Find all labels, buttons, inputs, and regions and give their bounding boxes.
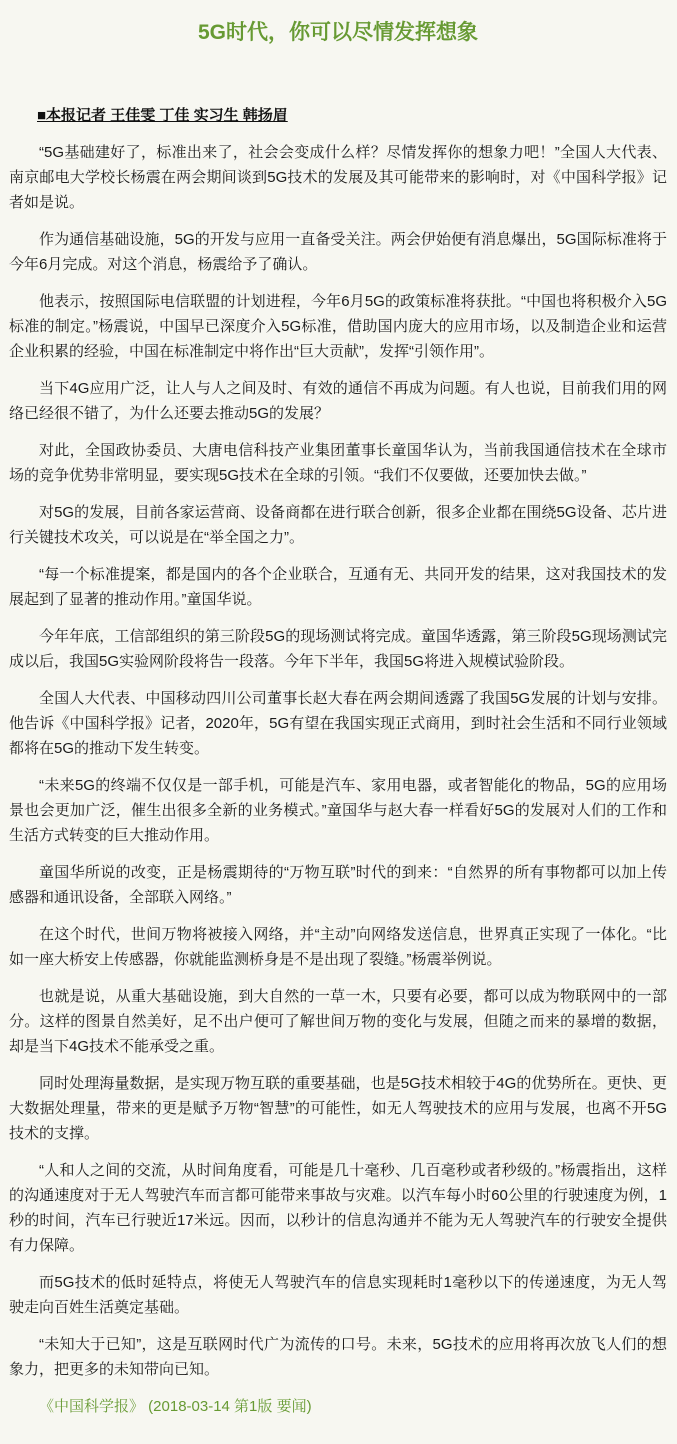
article-paragraph: 他表示，按照国际电信联盟的计划进程，今年6月5G的政策标准将获批。“中国也将积极介入5G标准的制定。”杨震说，中国早已深度介入5G标准，借助国内庞大的应用市场，以及制造企业和运营企业积累的经验，中国在标准制定中将作出“巨大贡献”，发挥“引领作用”。: [9, 293, 667, 360]
article-paragraph: 作为通信基础设施，5G的开发与应用一直备受关注。两会伊始便有消息爆出，5G国际标准将于今年6月完成。对这个消息，杨震给予了确认。: [9, 231, 667, 273]
article-paragraph: 同时处理海量数据，是实现万物互联的重要基础，也是5G技术相较于4G的优势所在。更快、更大数据处理量，带来的更是赋予万物“智慧”的可能性，如无人驾驶技术的应用与发展，也离不开5G技术的支撑。: [9, 1075, 667, 1142]
article-paragraph: 全国人大代表、中国移动四川公司董事长赵大春在两会期间透露了我国5G发展的计划与安排。他告诉《中国科学报》记者，2020年，5G有望在我国实现正式商用，到时社会生活和不同行业领域都将在5G的推动下发生转变。: [9, 690, 667, 757]
article-paragraph: 在这个时代，世间万物将被接入网络，并“主动”向网络发送信息，世界真正实现了一体化。“比如一座大桥安上传感器，你就能监测桥身是不是出现了裂缝。”杨震举例说。: [9, 926, 667, 968]
article-paragraph: “未来5G的终端不仅仅是一部手机，可能是汽车、家用电器，或者智能化的物品，5G的应用场景也会更加广泛，催生出很多全新的业务模式。”童国华与赵大春一样看好5G的发展对人们的工作和生活方式转变的巨大推动作用。: [9, 777, 667, 844]
article-paragraph: 今年年底，工信部组织的第三阶段5G的现场测试将完成。童国华透露，第三阶段5G现场测试完成以后，我国5G实验网阶段将告一段落。今年下半年，我国5G将进入规模试验阶段。: [9, 628, 667, 670]
source-citation: 《中国科学报》 (2018-03-14 第1版 要闻): [39, 1398, 312, 1415]
article-paragraph: 对此，全国政协委员、大唐电信科技产业集团董事长童国华认为，当前我国通信技术在全球市场的竞争优势非常明显，要实现5G技术在全球的引领。“我们不仅要做，还要加快去做。”: [9, 442, 667, 484]
article-paragraph: “每一个标准提案，都是国内的各个企业联合，互通有无、共同开发的结果，这对我国技术的发展起到了显著的推动作用。”童国华说。: [9, 566, 667, 608]
article-title: 5G时代，你可以尽情发挥想象: [197, 21, 478, 44]
article-paragraph: “未知大于已知”，这是互联网时代广为流传的口号。未来，5G技术的应用将再次放飞人们的想象力，把更多的未知带向已知。: [9, 1336, 667, 1378]
article-paragraph: 而5G技术的低时延特点，将使无人驾驶汽车的信息实现耗时1毫秒以下的传递速度，为无人驾驶走向百姓生活奠定基础。: [9, 1274, 667, 1316]
article-paragraph: 童国华所说的改变，正是杨震期待的“万物互联”时代的到来：“自然界的所有事物都可以加上传感器和通讯设备，全部联入网络。”: [9, 864, 667, 906]
article-byline: ■本报记者 王佳雯 丁佳 实习生 韩扬眉: [37, 107, 288, 124]
article-body: [9, 140, 667, 1382]
article: [0, 18, 677, 1439]
article-paragraph: 当下4G应用广泛，让人与人之间及时、有效的通信不再成为问题。有人也说，目前我们用的网络已经很不错了，为什么还要去推动5G的发展？: [9, 380, 667, 422]
article-paragraph: “人和人之间的交流，从时间角度看，可能是几十毫秒、几百毫秒或者秒级的。”杨震指出，这样的沟通速度对于无人驾驶汽车而言都可能带来事故与灾难。以汽车每小时60公里的行驶速度为例，1秒的时间，汽车已行驶近17米远。因而，以秒计的信息沟通并不能为无人驾驶汽车的行驶安全提供有力保障。: [9, 1162, 667, 1254]
article-paragraph: “5G基础建好了，标准出来了，社会会变成什么样？尽情发挥你的想象力吧！”全国人大代表、南京邮电大学校长杨震在两会期间谈到5G技术的发展及其可能带来的影响时，对《中国科学报》记者如是说。: [9, 144, 667, 211]
article-paragraph: 对5G的发展，目前各家运营商、设备商都在进行联合创新，很多企业都在围绕5G设备、芯片进行关键技术攻关，可以说是在“举全国之力”。: [9, 504, 667, 546]
article-paragraph: 也就是说，从重大基础设施，到大自然的一草一木，只要有必要，都可以成为物联网中的一部分。这样的图景自然美好，足不出户便可了解世间万物的变化与发展，但随之而来的暴增的数据，却是当下4G技术不能承受之重。: [9, 988, 667, 1055]
